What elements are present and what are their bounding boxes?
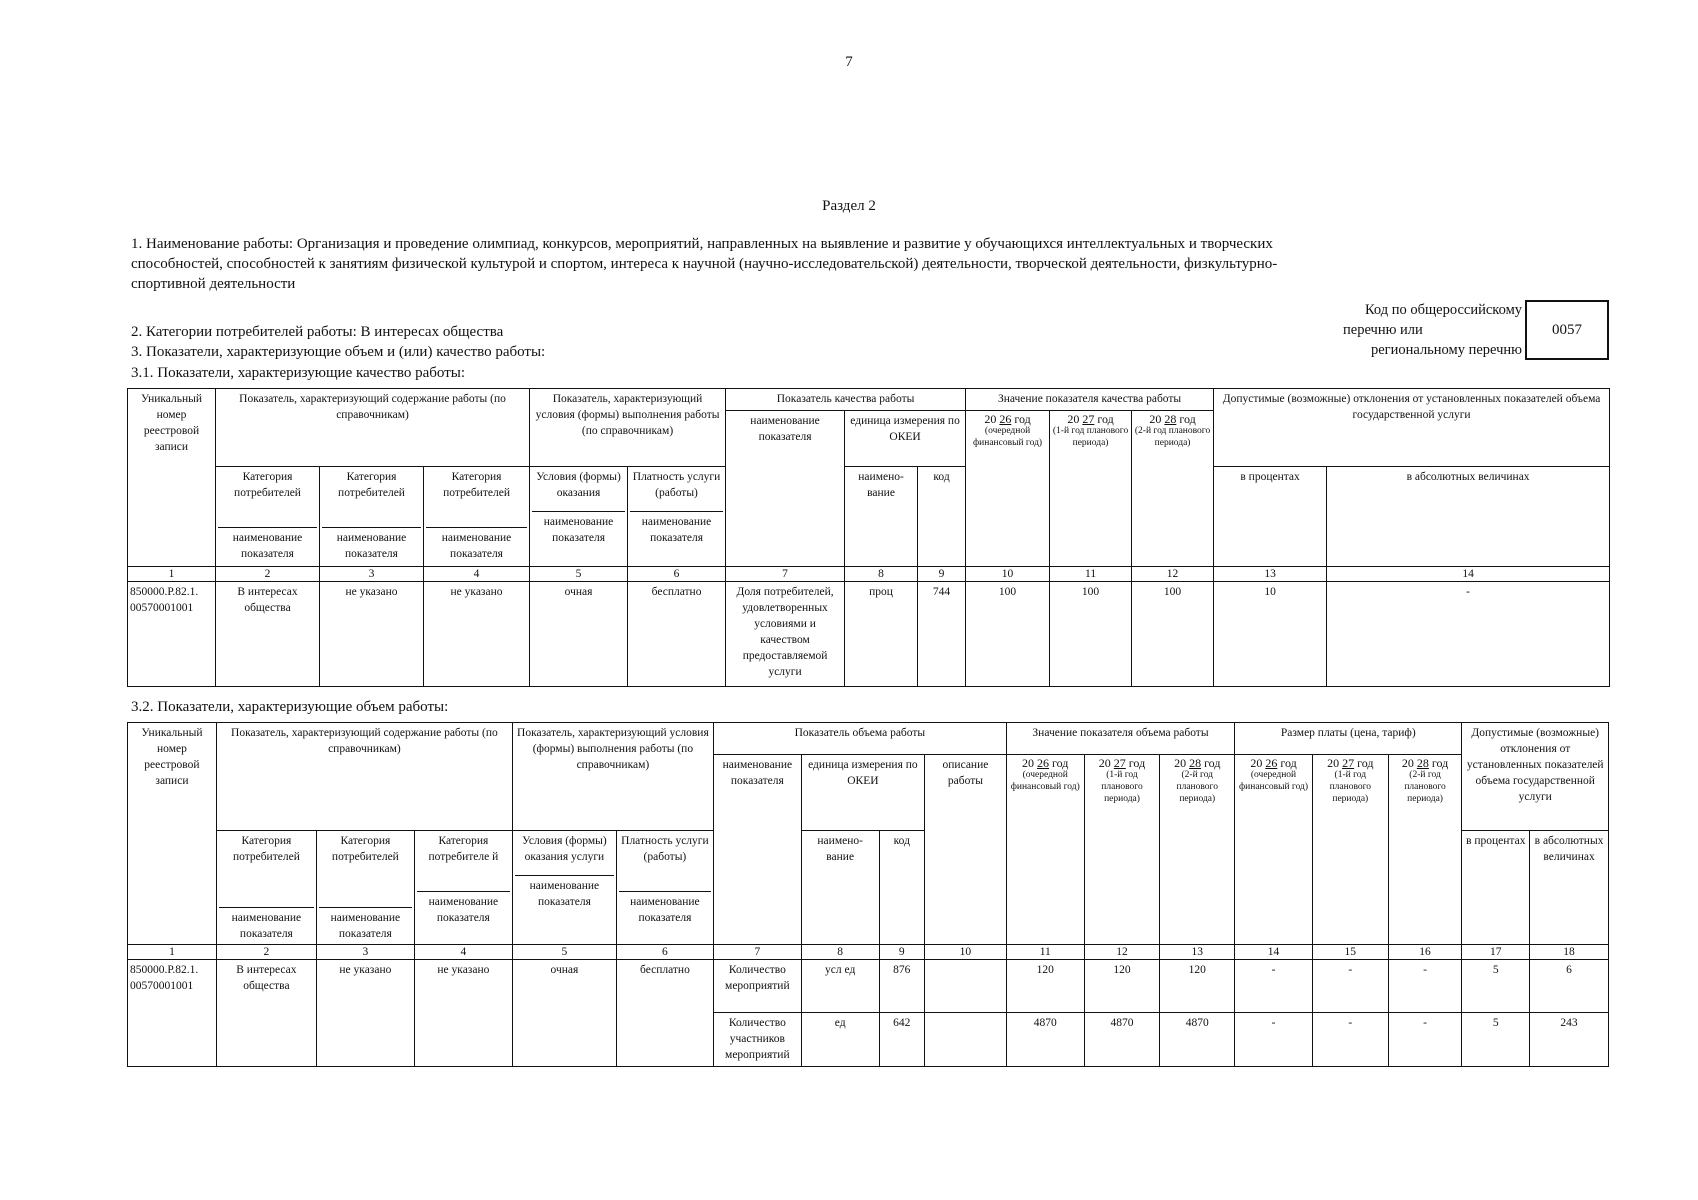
q-row-indicator: Доля потребителей, удовлетворенных условиями и качеством предоставляемой услуги	[726, 582, 845, 687]
q-header-unit-name: наимено- вание	[845, 467, 918, 567]
q-header-unique: Уникальный номер реестровой записи	[128, 389, 216, 567]
v-colnum: 15	[1312, 945, 1388, 960]
v-row-payment: бесплатно	[616, 960, 713, 1067]
v-row1-value1: 120	[1006, 960, 1084, 1013]
q-row-value3: 100	[1132, 582, 1214, 687]
v-colnum: 16	[1388, 945, 1462, 960]
v-colnum: 8	[801, 945, 879, 960]
v-header-unique: Уникальный номер реестровой записи	[128, 723, 217, 945]
v-row1-indicator: Количество мероприятий	[713, 960, 801, 1013]
consumers-line: 2. Категории потребителей работы: В интересах общества	[131, 324, 504, 340]
v-header-cat2: Категория потребителей наименование показателя	[316, 831, 414, 945]
q-colnum: 1	[128, 567, 216, 582]
v-row1-description	[925, 960, 1007, 1013]
q-header-conditions: Показатель, характеризующий условия (формы) выполнения работы (по справочникам)	[530, 389, 726, 467]
v-header-volume-value: Значение показателя объема работы	[1006, 723, 1234, 755]
volume-section-title: 3.2. Показатели, характеризующие объем работы:	[131, 699, 449, 715]
q-row-code: 744	[918, 582, 966, 687]
v-row-cat1: В интересах общества	[216, 960, 316, 1067]
v-row2-indicator: Количество участников мероприятий	[713, 1013, 801, 1067]
v-colnum: 2	[216, 945, 316, 960]
work-name-paragraph: 1. Наименование работы: Организация и проведение олимпиад, конкурсов, мероприятий, направленных на выявление и развитие у обучающихся интеллектуальных и творческих способностей, способностей к занятиям физической культурой и спортом, интереса к научной (научно-исследовательской) деятельности, творческой деятельности, физкультурно-спортивной деятельности	[131, 236, 1278, 292]
v-header-cat3: Категория потребителе й наименование показателя	[414, 831, 512, 945]
q-colnum: 5	[530, 567, 628, 582]
code-label-line3: региональному перечню	[1370, 342, 1522, 358]
q-row-value2: 100	[1050, 582, 1132, 687]
v-row1-fee3: -	[1388, 960, 1462, 1013]
v-header-conditions: Показатель, характеризующий условия (формы) выполнения работы (по справочникам)	[512, 723, 713, 831]
q-row-cat3: не указано	[424, 582, 530, 687]
v-header-unit-name: наимено- вание	[801, 831, 879, 945]
page-number: 7	[845, 54, 853, 70]
code-label-line2: перечню или	[1343, 322, 1423, 338]
v-row2-code: 642	[879, 1013, 924, 1067]
v-colnum: 7	[713, 945, 801, 960]
v-header-unit-code: код	[879, 831, 924, 945]
v-header-in-percent: в процентах	[1462, 831, 1530, 945]
v-colnum: 6	[616, 945, 713, 960]
v-row1-fee2: -	[1312, 960, 1388, 1013]
q-header-deviations: Допустимые (возможные) отклонения от установленных показателей объема государственной услуги	[1214, 389, 1610, 467]
v-row-unique: 850000.Р.82.1. 00570001001	[128, 960, 217, 1067]
q-header-year3: 20 28 год (2-й год планового периода)	[1132, 411, 1214, 567]
v-row1-fee1: -	[1235, 960, 1313, 1013]
q-colnum: 3	[320, 567, 424, 582]
q-colnum: 7	[726, 567, 845, 582]
q-header-quality-value: Значение показателя качества работы	[966, 389, 1214, 411]
q-colnum: 11	[1050, 567, 1132, 582]
v-row2-description	[925, 1013, 1007, 1067]
v-header-volume-indicator: Показатель объема работы	[713, 723, 1006, 755]
q-header-in-absolute: в абсолютных величинах	[1327, 467, 1610, 567]
q-row-percent: 10	[1214, 582, 1327, 687]
v-colnum: 11	[1006, 945, 1084, 960]
v-header-payment: Платность услуги (работы) наименование показателя	[616, 831, 713, 945]
v-row2-value1: 4870	[1006, 1013, 1084, 1067]
q-row-unit: проц	[845, 582, 918, 687]
q-colnum: 4	[424, 567, 530, 582]
v-header-fee: Размер платы (цена, тариф)	[1235, 723, 1462, 755]
v-colnum: 1	[128, 945, 217, 960]
v-row1-value3: 120	[1160, 960, 1235, 1013]
v-header-content: Показатель, характеризующий содержание работы (по справочникам)	[216, 723, 512, 831]
q-colnum: 13	[1214, 567, 1327, 582]
v-row2-value3: 4870	[1160, 1013, 1235, 1067]
code-label-line1: Код по общероссийскому	[1364, 302, 1522, 318]
q-row-cat1: В интересах общества	[216, 582, 320, 687]
q-colnum: 2	[216, 567, 320, 582]
v-colnum: 5	[512, 945, 616, 960]
v-colnum: 18	[1530, 945, 1609, 960]
q-header-cat1: Категория потребителей наименование показателя	[216, 467, 320, 567]
v-header-fee-year2: 20 27 год (1-й год планового периода)	[1312, 755, 1388, 945]
v-row-conditions: очная	[512, 960, 616, 1067]
v-header-indicator-name: наименование показателя	[713, 755, 801, 945]
q-header-conditions-form: Условия (формы) оказания наименование показателя	[530, 467, 628, 567]
v-row1-code: 876	[879, 960, 924, 1013]
q-header-unit-okei: единица измерения по ОКЕИ	[845, 411, 966, 467]
indicators-line: 3. Показатели, характеризующие объем и (или) качество работы:	[131, 344, 546, 360]
q-header-cat2: Категория потребителей наименование показателя	[320, 467, 424, 567]
v-header-deviations: Допустимые (возможные) отклонения от установленных показателей объема государственной услуги	[1462, 723, 1609, 831]
v-header-year3: 20 28 год (2-й год планового периода)	[1160, 755, 1235, 945]
v-header-fee-year3: 20 28 год (2-й год планового периода)	[1388, 755, 1462, 945]
v-row2-percent: 5	[1462, 1013, 1530, 1067]
q-row-cat2: не указано	[320, 582, 424, 687]
volume-table	[127, 722, 1609, 1067]
q-row-payment: бесплатно	[628, 582, 726, 687]
v-row1-percent: 5	[1462, 960, 1530, 1013]
v-row2-fee1: -	[1235, 1013, 1313, 1067]
q-row-unique: 850000.Р.82.1. 00570001001	[128, 582, 216, 687]
v-colnum: 17	[1462, 945, 1530, 960]
q-row-absolute: -	[1327, 582, 1610, 687]
q-header-indicator-name: наименование показателя	[726, 411, 845, 567]
q-colnum: 10	[966, 567, 1050, 582]
code-box: 0057	[1525, 300, 1609, 360]
q-colnum: 14	[1327, 567, 1610, 582]
quality-section-title: 3.1. Показатели, характеризующие качество работы:	[131, 365, 465, 381]
q-colnum: 12	[1132, 567, 1214, 582]
quality-table	[127, 388, 1610, 687]
v-row2-absolute: 243	[1530, 1013, 1609, 1067]
v-header-year2: 20 27 год (1-й год планового периода)	[1084, 755, 1160, 945]
v-header-fee-year1: 20 26 год (очередной финансовый год)	[1235, 755, 1313, 945]
q-header-quality-indicator: Показатель качества работы	[726, 389, 966, 411]
v-row-cat2: не указано	[316, 960, 414, 1067]
q-header-unit-code: код	[918, 467, 966, 567]
v-colnum: 10	[925, 945, 1007, 960]
v-header-cat1: Категория потребителей наименование показателя	[216, 831, 316, 945]
q-row-value1: 100	[966, 582, 1050, 687]
v-header-conditions-form: Условия (формы) оказания услуги наименование показателя	[512, 831, 616, 945]
v-header-description: описание работы	[925, 755, 1007, 945]
v-colnum: 12	[1084, 945, 1160, 960]
v-colnum: 3	[316, 945, 414, 960]
q-header-in-percent: в процентах	[1214, 467, 1327, 567]
v-row2-unit: ед	[801, 1013, 879, 1067]
v-row1-absolute: 6	[1530, 960, 1609, 1013]
q-header-payment: Платность услуги (работы) наименование показателя	[628, 467, 726, 567]
q-colnum: 8	[845, 567, 918, 582]
v-header-year1: 20 26 год (очередной финансовый год)	[1006, 755, 1084, 945]
v-colnum: 4	[414, 945, 512, 960]
v-colnum: 14	[1235, 945, 1313, 960]
v-row2-fee3: -	[1388, 1013, 1462, 1067]
section-title: Раздел 2	[822, 198, 876, 214]
v-colnum: 13	[1160, 945, 1235, 960]
v-row1-unit: усл ед	[801, 960, 879, 1013]
v-row2-value2: 4870	[1084, 1013, 1160, 1067]
q-header-year1: 20 26 год (очередной финансовый год)	[966, 411, 1050, 567]
v-row-cat3: не указано	[414, 960, 512, 1067]
q-header-year2: 20 27 год (1-й год планового периода)	[1050, 411, 1132, 567]
q-row-conditions: очная	[530, 582, 628, 687]
v-row2-fee2: -	[1312, 1013, 1388, 1067]
q-colnum: 9	[918, 567, 966, 582]
code-label	[1290, 300, 1522, 360]
v-colnum: 9	[879, 945, 924, 960]
v-header-in-absolute: в абсолютных величинах	[1530, 831, 1609, 945]
v-row1-value2: 120	[1084, 960, 1160, 1013]
q-header-content: Показатель, характеризующий содержание работы (по справочникам)	[216, 389, 530, 467]
q-header-cat3: Категория потребителей наименование показателя	[424, 467, 530, 567]
v-header-unit-okei: единица измерения по ОКЕИ	[801, 755, 924, 831]
q-colnum: 6	[628, 567, 726, 582]
